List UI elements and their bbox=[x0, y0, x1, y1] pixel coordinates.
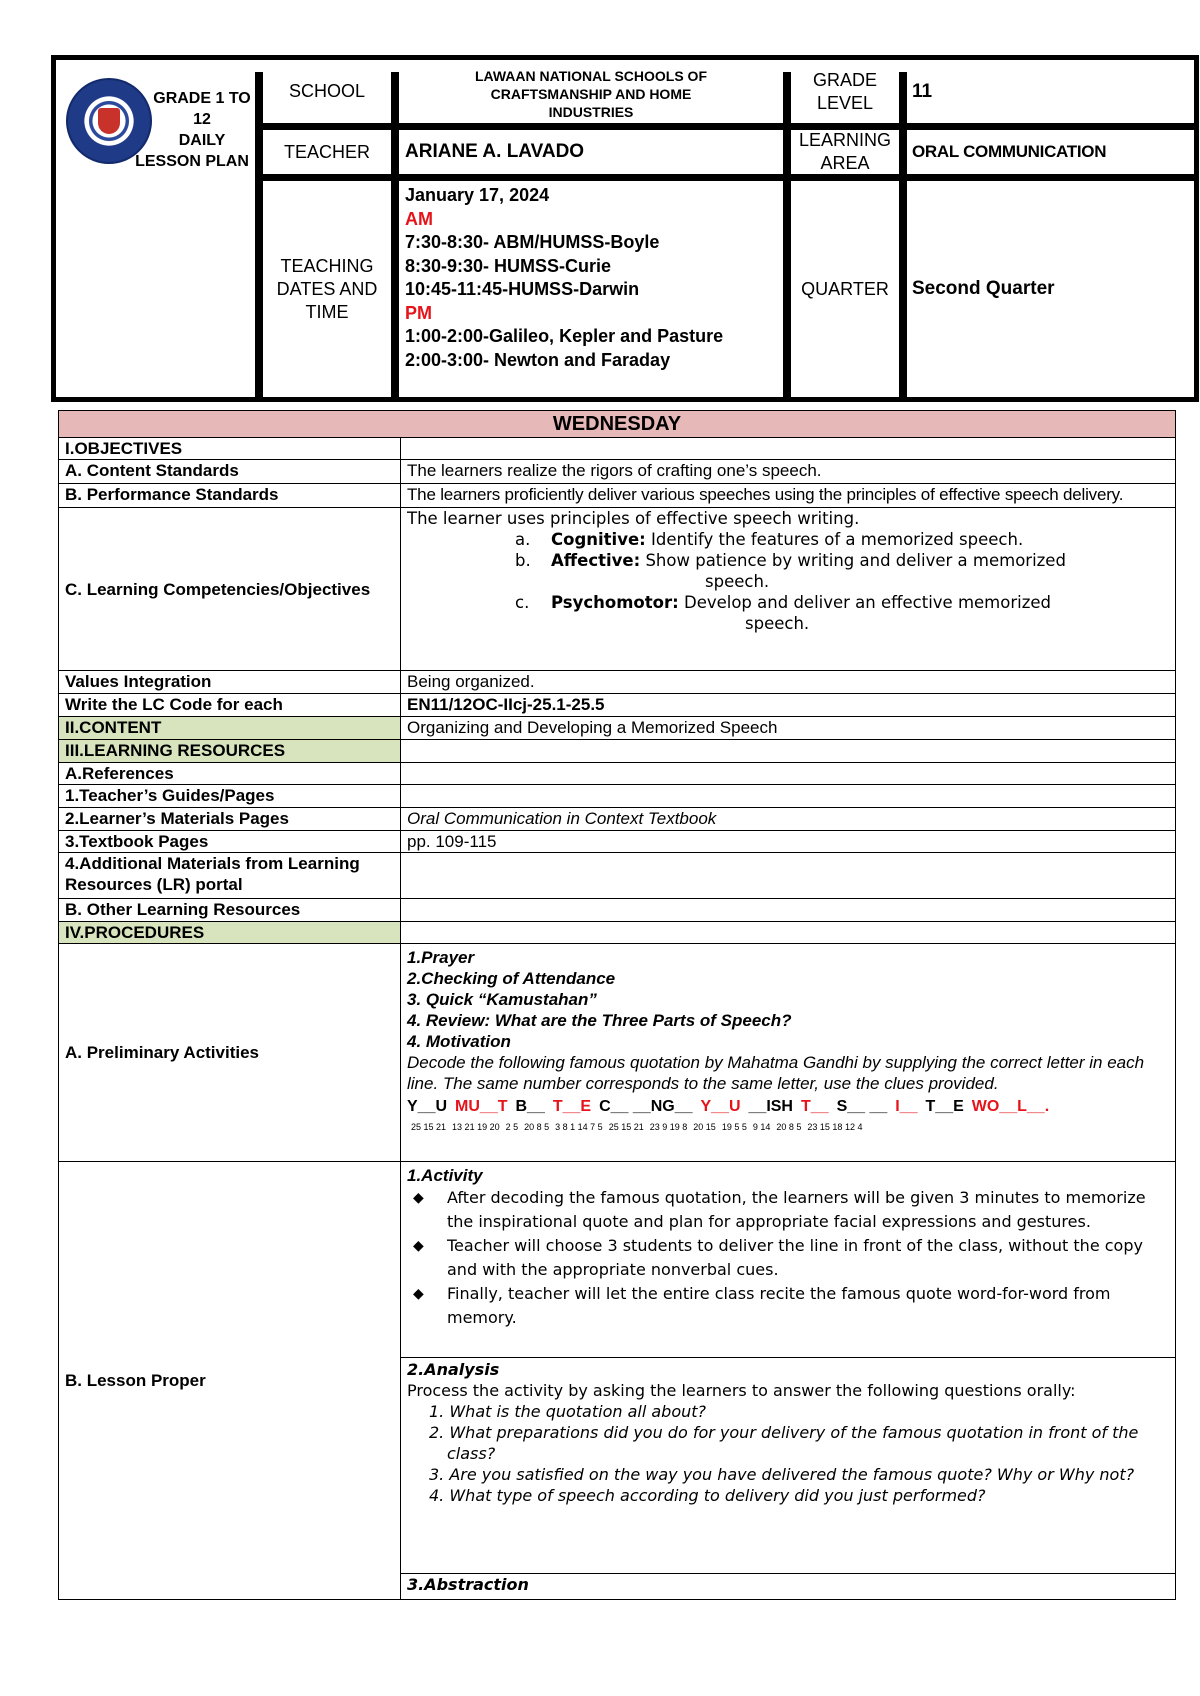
teacher-label: TEACHER bbox=[283, 141, 370, 162]
quarter-value: Second Quarter bbox=[912, 278, 1055, 299]
textbook-pages-value: pp. 109-115 bbox=[401, 831, 1176, 853]
label-line: Resources (LR) portal bbox=[65, 875, 243, 894]
activity-bullet: ◆ After decoding the famous quotation, the learners will be given 3 minutes to memorize the inspirational quote and plan for appropriate facial expressions and gestures. bbox=[407, 1186, 1169, 1234]
competency-intro: The learner uses principles of effective speech writing. bbox=[407, 509, 860, 528]
coded-word: __ISH bbox=[748, 1098, 793, 1115]
item-letter: c. bbox=[515, 593, 530, 612]
competencies-label: C. Learning Competencies/Objectives bbox=[59, 508, 401, 671]
coded-word-numbers: 20 8 5 bbox=[776, 1122, 802, 1132]
analysis-question: 4. What type of speech according to delivery did you just performed? bbox=[429, 1486, 986, 1505]
competency-list bbox=[407, 529, 1169, 634]
learning-area-label bbox=[791, 130, 899, 174]
competency-item bbox=[407, 592, 1169, 634]
label-line: AREA bbox=[820, 153, 870, 173]
school-line: CRAFTSMANSHIP AND HOME bbox=[490, 85, 692, 102]
divider bbox=[391, 72, 399, 397]
school-value bbox=[399, 64, 783, 123]
analysis-question: 2. What preparations did you do for your delivery of the famous quotation in front of the class? bbox=[429, 1423, 1139, 1463]
preliminary-activities-value bbox=[401, 944, 1176, 1162]
activity-item: 4. Review: What are the Three Parts of Speech? bbox=[407, 1011, 792, 1030]
empty-cell bbox=[401, 763, 1176, 785]
competency-item bbox=[407, 529, 1169, 550]
coded-word-numbers: 9 14 bbox=[752, 1122, 771, 1132]
label-line: LEVEL bbox=[816, 92, 874, 113]
coded-word: T__E bbox=[925, 1098, 964, 1115]
teaching-dates-value bbox=[405, 184, 783, 372]
lesson-plan-header bbox=[51, 55, 1199, 402]
item-text-cont: speech. bbox=[705, 572, 770, 591]
coded-word-numbers: 25 15 21 bbox=[608, 1122, 644, 1132]
coded-word: WO__L__. bbox=[971, 1098, 1050, 1115]
textbook-pages-label: 3.Textbook Pages bbox=[59, 831, 401, 853]
lc-code-label: Write the LC Code for each bbox=[59, 694, 401, 717]
coded-word: MU__T bbox=[455, 1098, 508, 1115]
label-line: 4.Additional Materials from Learning bbox=[65, 854, 360, 873]
coded-word-numbers: 23 9 19 8 bbox=[649, 1122, 688, 1132]
coded-quote-numbers bbox=[411, 1117, 1169, 1138]
values-value: Being organized. bbox=[401, 671, 1176, 694]
divider bbox=[255, 72, 263, 397]
coded-word: T__ bbox=[800, 1098, 829, 1115]
title-line: DAILY bbox=[178, 132, 226, 149]
activity-section bbox=[401, 1162, 1176, 1358]
analysis-heading: 2.Analysis bbox=[407, 1360, 500, 1379]
activity-list bbox=[407, 1186, 1169, 1330]
competencies-value bbox=[401, 508, 1176, 671]
day-header: WEDNESDAY bbox=[59, 411, 1176, 438]
learning-area-value: ORAL COMMUNICATION bbox=[912, 142, 1107, 161]
content-standards-value: The learners realize the rigors of crafting one’s speech. bbox=[401, 460, 1176, 484]
lesson-plan-table bbox=[58, 410, 1176, 1600]
additional-materials-label bbox=[59, 853, 401, 899]
other-resources-label: B. Other Learning Resources bbox=[59, 899, 401, 922]
coded-word: C__ __NG__ bbox=[599, 1098, 693, 1115]
schedule-line: 10:45-11:45-HUMSS-Darwin bbox=[405, 279, 640, 299]
item-text: Develop and deliver an effective memorized bbox=[683, 593, 1051, 612]
abstraction-section bbox=[401, 1574, 1176, 1600]
coded-quote bbox=[407, 1096, 1169, 1117]
decode-instructions: Decode the following famous quotation by Mahatma Gandhi by supplying the correct letter in each line. The same number corresponds to the same letter, use the clues provided. bbox=[407, 1053, 1145, 1093]
competency-item bbox=[407, 550, 1169, 592]
analysis-section bbox=[401, 1358, 1176, 1574]
title-line: LESSON PLAN bbox=[135, 153, 249, 170]
coded-word-numbers: 19 5 5 bbox=[721, 1122, 747, 1132]
teacher-value: ARIANE A. LAVADO bbox=[405, 141, 585, 162]
coded-word: S__ __ bbox=[836, 1098, 888, 1115]
schedule-line: 1:00-2:00-Galileo, Kepler and Pasture bbox=[405, 326, 724, 346]
item-head: Psychomotor: bbox=[551, 593, 679, 612]
coded-word: T__E bbox=[552, 1098, 592, 1115]
divider bbox=[259, 123, 1199, 130]
label-line: TIME bbox=[305, 301, 349, 322]
divider bbox=[259, 174, 1199, 181]
analysis-question: 1. What is the quotation all about? bbox=[429, 1402, 707, 1421]
activity-bullet: ◆ Finally, teacher will let the entire class recite the famous quote word-for-word from memory. bbox=[407, 1282, 1169, 1330]
coded-word: Y__U bbox=[700, 1098, 741, 1115]
item-head: Cognitive: bbox=[551, 530, 646, 549]
values-label: Values Integration bbox=[59, 671, 401, 694]
activity-item: 1.Prayer bbox=[407, 948, 475, 967]
grade-level-label bbox=[791, 60, 899, 123]
activity-item: 3. Quick “Kamustahan” bbox=[407, 990, 597, 1009]
title-line: 12 bbox=[193, 111, 211, 128]
schedule-line: 7:30-8:30- ABM/HUMSS-Boyle bbox=[405, 232, 660, 252]
item-text-cont: speech. bbox=[745, 614, 810, 633]
item-head: Affective: bbox=[551, 551, 641, 570]
resources-heading: III.LEARNING RESOURCES bbox=[59, 740, 401, 763]
divider bbox=[899, 72, 907, 397]
analysis-question: 3. Are you satisfied on the way you have delivered the famous quote? Why or Why not? bbox=[429, 1465, 1135, 1484]
item-text: Show patience by writing and deliver a memorized bbox=[645, 551, 1066, 570]
performance-standards-value: The learners proficiently deliver various speeches using the principles of effective speech delivery. bbox=[401, 484, 1176, 508]
objectives-heading: I.OBJECTIVES bbox=[59, 438, 401, 460]
label-line: DATES AND bbox=[276, 278, 378, 299]
coded-word-numbers: 25 15 21 bbox=[411, 1122, 447, 1132]
coded-word: Y__U bbox=[407, 1098, 448, 1115]
am-label: AM bbox=[405, 208, 433, 229]
pm-label: PM bbox=[405, 302, 432, 323]
school-line: LAWAAN NATIONAL SCHOOLS OF bbox=[474, 67, 708, 84]
content-heading: II.CONTENT bbox=[59, 717, 401, 740]
preliminary-activities-label: A. Preliminary Activities bbox=[59, 944, 401, 1162]
quarter-label: QUARTER bbox=[801, 278, 889, 299]
teaching-dates-label bbox=[263, 181, 391, 397]
lc-code-value: EN11/12OC-IIcj-25.1-25.5 bbox=[401, 694, 1176, 717]
activity-item: 4. Motivation bbox=[407, 1032, 511, 1051]
coded-word: I__ bbox=[895, 1098, 918, 1115]
lesson-proper-label: B. Lesson Proper bbox=[59, 1162, 401, 1600]
learners-materials-value: Oral Communication in Context Textbook bbox=[401, 808, 1176, 831]
teachers-guide-label: 1.Teacher’s Guides/Pages bbox=[59, 785, 401, 808]
coded-word-numbers: 20 15 bbox=[693, 1122, 716, 1132]
procedures-heading: IV.PROCEDURES bbox=[59, 922, 401, 944]
content-value: Organizing and Developing a Memorized Speech bbox=[401, 717, 1176, 740]
item-letter: b. bbox=[515, 551, 531, 570]
school-label: SCHOOL bbox=[288, 81, 366, 101]
school-line: INDUSTRIES bbox=[548, 103, 634, 120]
abstraction-heading: 3.Abstraction bbox=[407, 1575, 529, 1594]
plan-title bbox=[135, 88, 256, 172]
coded-word-numbers: 20 8 5 bbox=[524, 1122, 550, 1132]
empty-cell bbox=[401, 853, 1176, 899]
learners-materials-label: 2.Learner’s Materials Pages bbox=[59, 808, 401, 831]
empty-cell bbox=[401, 438, 1176, 460]
title-line: GRADE 1 TO bbox=[153, 90, 251, 107]
references-label: A.References bbox=[59, 763, 401, 785]
empty-cell bbox=[401, 740, 1176, 763]
empty-cell bbox=[401, 922, 1176, 944]
item-text: Identify the features of a memorized speech. bbox=[651, 530, 1024, 549]
activity-heading: 1.Activity bbox=[407, 1166, 483, 1185]
analysis-intro: Process the activity by asking the learners to answer the following questions orally: bbox=[407, 1381, 1076, 1400]
coded-word: B__ bbox=[515, 1098, 545, 1115]
label-line: TEACHING bbox=[280, 255, 374, 276]
coded-word-numbers: 23 15 18 12 4 bbox=[807, 1122, 863, 1132]
divider bbox=[783, 72, 791, 397]
content-standards-label: A. Content Standards bbox=[59, 460, 401, 484]
coded-word-numbers: 2 5 bbox=[505, 1122, 519, 1132]
item-letter: a. bbox=[515, 530, 531, 549]
date: January 17, 2024 bbox=[405, 185, 550, 205]
label-line: LEARNING bbox=[798, 130, 892, 150]
empty-cell bbox=[401, 785, 1176, 808]
empty-cell bbox=[401, 899, 1176, 922]
coded-word-numbers: 13 21 19 20 bbox=[452, 1122, 500, 1132]
grade-level-value: 11 bbox=[912, 80, 933, 102]
analysis-questions bbox=[407, 1401, 1169, 1506]
coded-word-numbers: 3 8 1 14 7 5 bbox=[555, 1122, 603, 1132]
performance-standards-label: B. Performance Standards bbox=[59, 484, 401, 508]
schedule-line: 2:00-3:00- Newton and Faraday bbox=[405, 349, 671, 370]
activity-bullet: ◆ Teacher will choose 3 students to deliver the line in front of the class, without the copy and with the appropriate nonverbal cues. bbox=[407, 1234, 1169, 1282]
activity-item: 2.Checking of Attendance bbox=[407, 969, 616, 988]
schedule-line: 8:30-9:30- HUMSS-Curie bbox=[405, 255, 612, 276]
label-line: GRADE bbox=[812, 69, 877, 90]
